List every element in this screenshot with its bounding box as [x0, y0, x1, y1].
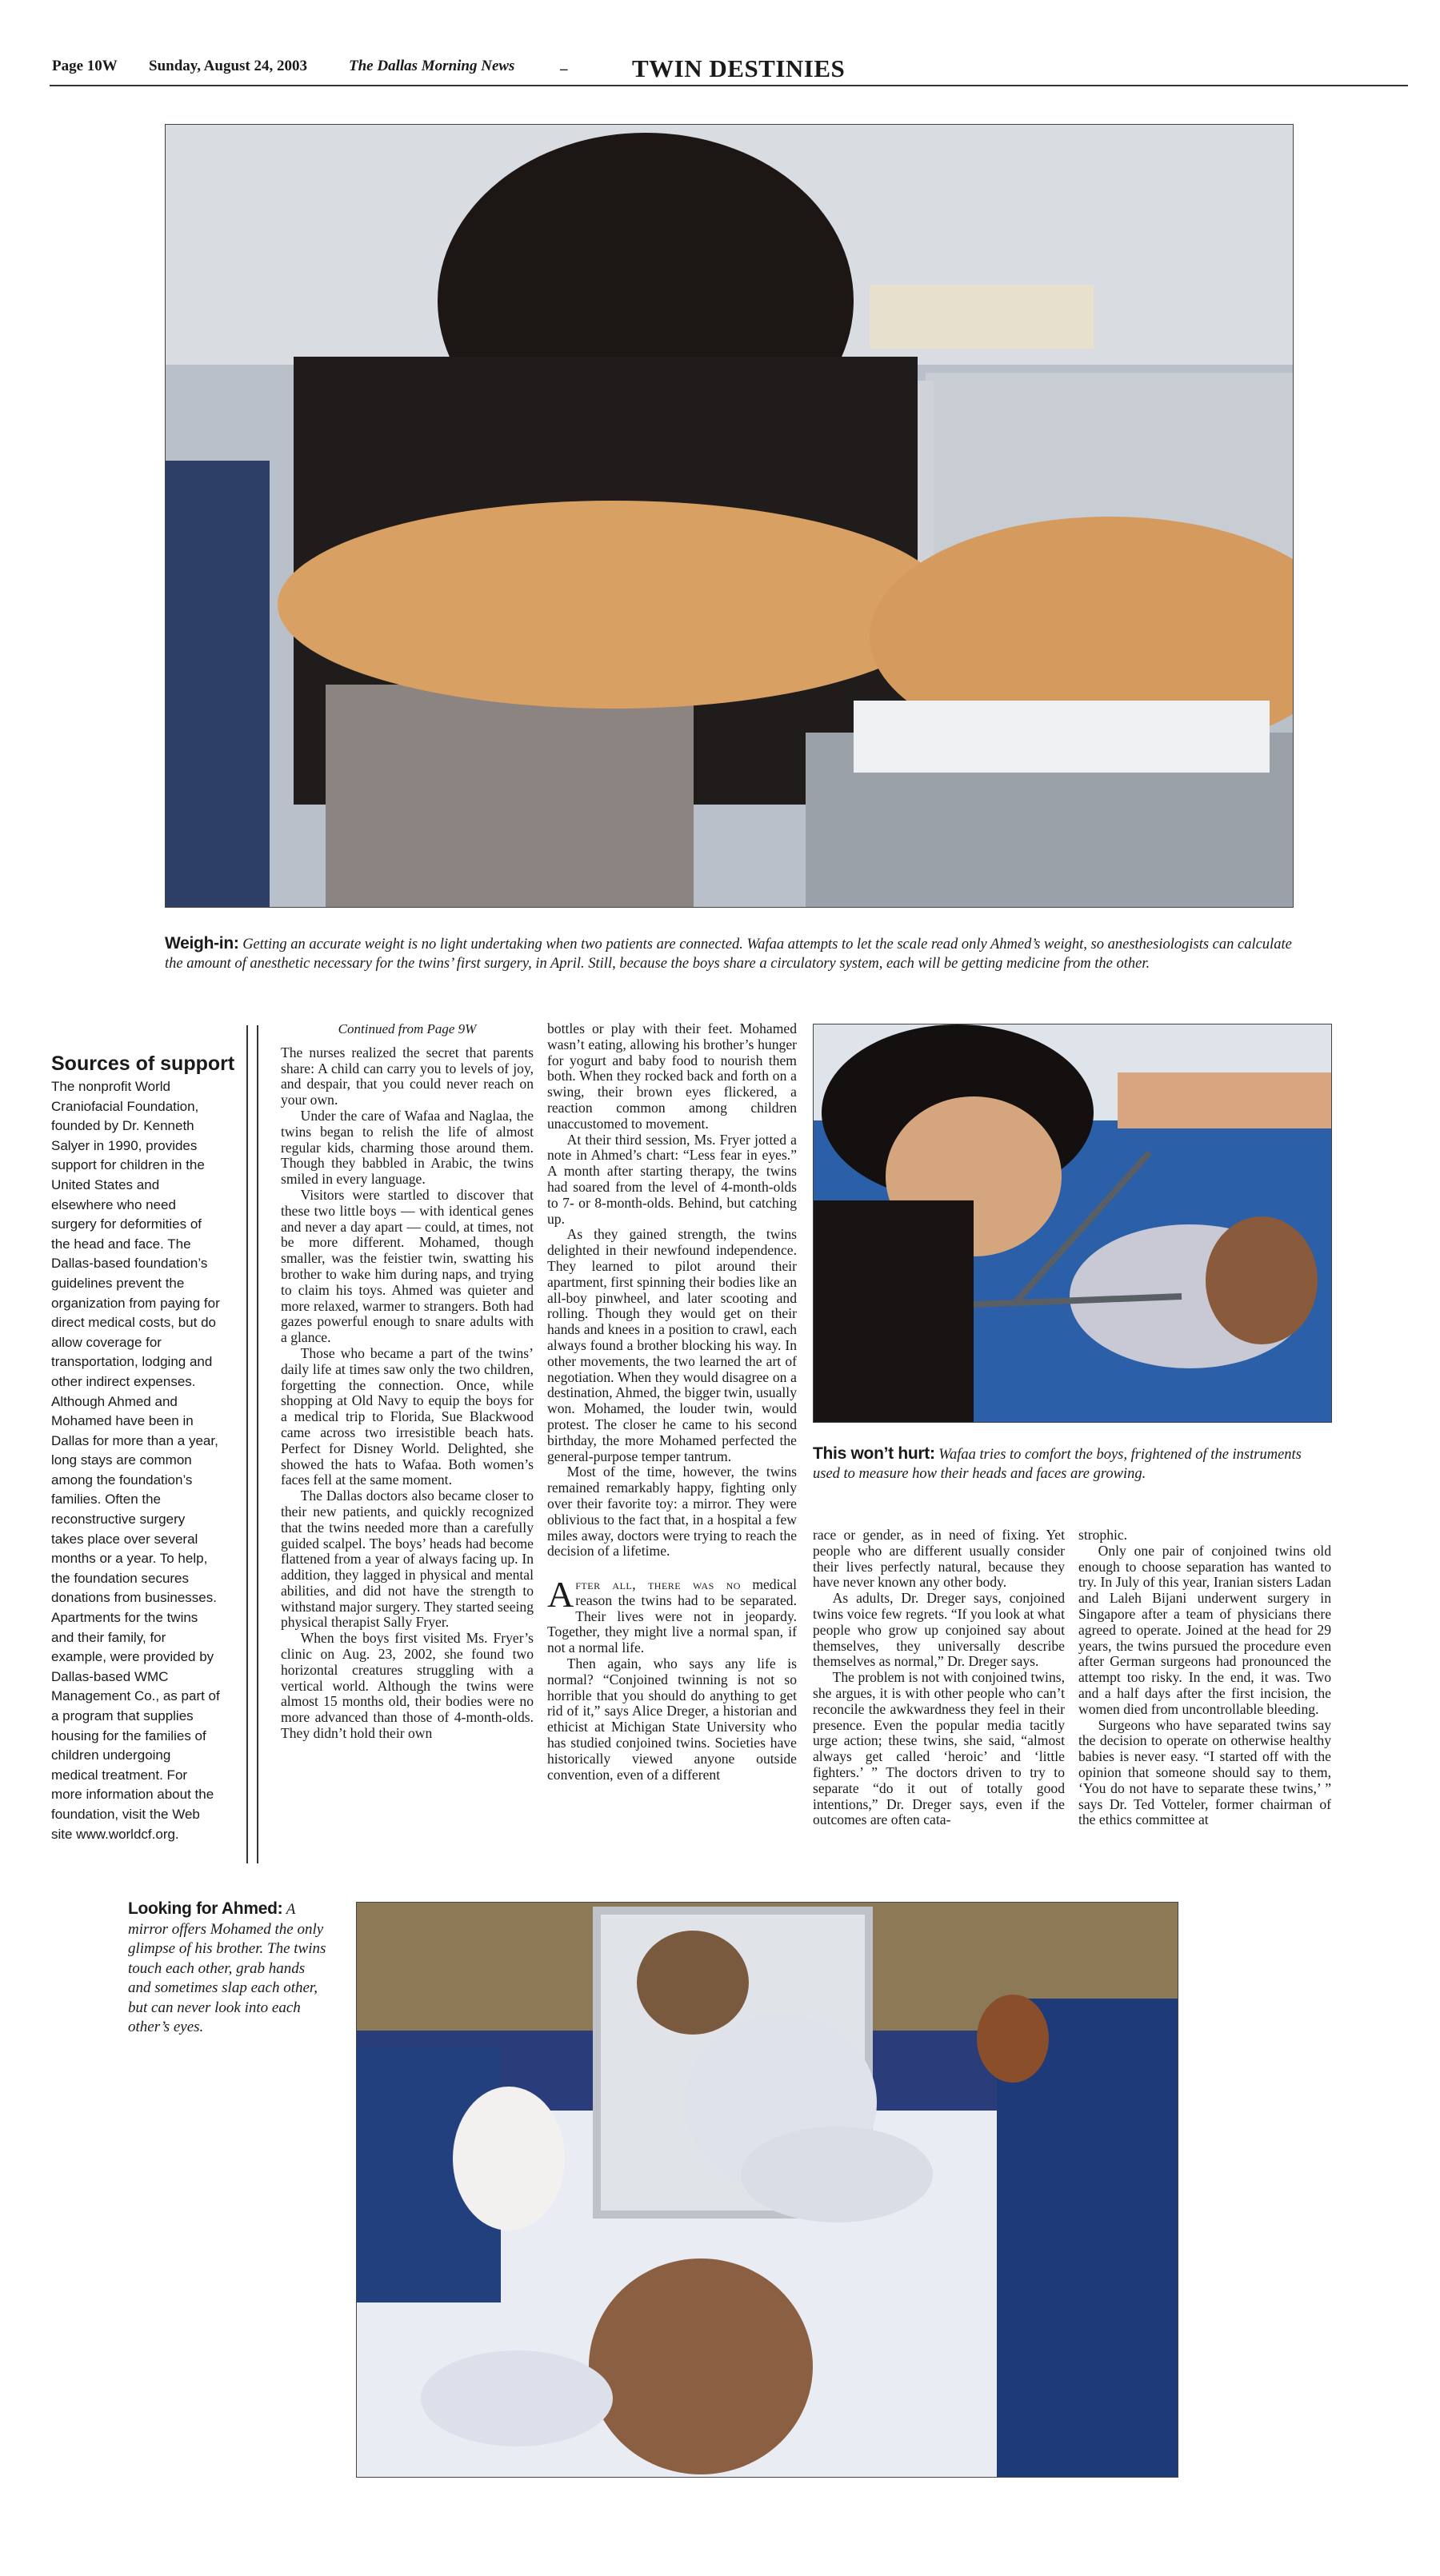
this-wont-hurt-caption [813, 1444, 1325, 1484]
caption-text: Wafaa tries to comfort the boys, frightened of the instruments used to measure how their heads and faces are growing. [813, 1447, 1302, 1482]
caption-kicker: This won’t hurt: [813, 1444, 935, 1463]
paragraph: Then again, who says any life is normal? “Conjoined twinning is not so horrible that you should do anything to get rid of it,” says Alice Dreger, a historian and ethicist at Michigan State University who has studied conjoined twins. Societies have historically viewed anyone outside convention, even of a different [547, 1655, 797, 1783]
page-number: Page 10W [52, 58, 118, 74]
caption-text: Getting an accurate weight is no light undertaking when two patients are connected. Wafaa attempts to let the scale read only Ahmed’s weight, so anesthesiologists can calculate the amount of anesthetic necessary for the twins’ first surgery, in April. Still, because the boys share a circulatory system, each will be getting medicine from the other. [165, 937, 1292, 972]
paragraph: The nurses realized the secret that parents share: A child can carry you to levels of joy, and despair, that you could never reach on your own. [281, 1044, 534, 1108]
drop-cap: A [547, 1574, 574, 1615]
column-rule-left [246, 1025, 248, 1863]
article-column-4 [1078, 1528, 1331, 1828]
column-rule-left-inner [257, 1025, 258, 1863]
issue-date: Sunday, August 24, 2003 [149, 58, 307, 74]
small-caps-lead: fter all, there was no [575, 1576, 741, 1593]
paragraph: Only one pair of conjoined twins old enough to choose separation has wanted to try. In July of this year, Iranian sisters Ladan and Laleh Bijani underwent surgery in Singapore after a team of physicians there agreed to operate. Joined at the head for 29 years, the twins pursued the procedure even after German surgeons had pronounced the attempt too risky. In the end, it was. Two and a half days after the first incision, the women died from uncontrollable bleeding. [1078, 1542, 1331, 1717]
paragraph: Under the care of Wafaa and Naglaa, the twins began to relish the life of almost regular kids, charming those around them. Though they babbled in Arabic, the twins smiled in every language. [281, 1107, 534, 1188]
article-column-3 [813, 1528, 1065, 1828]
paragraph: bottles or play with their feet. Mohamed wasn’t eating, allowing his brother’s hunger for yogurt and baby food to nourish them both. When they rocked back and forth on a swing, their brown eyes flickered, a reaction common among children unaccustomed to movement. [547, 1020, 797, 1132]
paragraph: As they gained strength, the twins delighted in their newfound independence. They learned to pilot around their apartment, first spinning their bodies like an all-boy pinwheel, and later scooting and rolling. Though they would get on their hands and knees in a position to crawl, each always found a brother blocking his way. In other movements, the two learned the art of negotiation. When they would disagree on a destination, Ahmed, the bigger twin, usually won. Mohamed, the louder twin, would protest. The closer he came to his second birthday, the more Mohamed perfected the general-purpose temper tantrum. [547, 1226, 797, 1464]
section-title: TWIN DESTINIES [632, 54, 846, 82]
drop-cap-paragraph [547, 1574, 797, 1656]
paragraph: As adults, Dr. Dreger says, conjoined twins voice few regrets. “If you look at what people who grow up conjoined say about themselves, they universally describe themselves as normal,” Dr. Dreger says. [813, 1590, 1065, 1670]
lead-rest: medical reason the twins had to be separated. Their lives were not in jeopardy. Together, they might live a normal span, if not a normal life. [547, 1576, 797, 1656]
photo-this-wont-hurt-icon [814, 1024, 1331, 1422]
paragraph: Visitors were startled to discover that these two little boys — with identical genes and never a day apart — could, at times, not be more different. Mohamed, though smaller, was the feistier twin, swatting his brother to wake him during naps, and trying to claim his toys. Ahmed was quieter and more relaxed, warmer to strangers. Both had gazes powerful enough to snare adults with a glance. [281, 1186, 534, 1346]
caption-text: A mirror offers Mohamed the only glimpse of his brother. The twins touch each other, grab hands and sometimes slap each other, but can never look into each other’s eyes. [128, 1901, 326, 2035]
weigh-in-caption [165, 934, 1293, 973]
weigh-in-photo [165, 124, 1294, 908]
newspaper-name: The Dallas Morning News [349, 58, 515, 74]
this-wont-hurt-photo [813, 1024, 1332, 1423]
paragraph: The problem is not with conjoined twins, she argues, it is with other people who can’t reconcile the awkwardness they feel in their presence. Even the popular media tacitly urge action; these twins, she said, “almost always get called ‘heroic’ and ‘little fighters.’ ” The doctors driven to try to separate “do it out of totally good intentions,” Dr. Dreger says, even if the outcomes are often cata- [813, 1669, 1065, 1828]
header-dash: – [560, 61, 568, 78]
sidebar-title: Sources of support [51, 1052, 235, 1075]
caption-kicker: Looking for Ahmed: [128, 1899, 283, 1918]
photo-weigh-in-icon [166, 125, 1293, 907]
paragraph: Surgeons who have separated twins say the decision to operate on otherwise healthy babies is never easy. “I started off with the opinion that someone should say to them, ‘You do not have to separate these twins,’ ” says Dr. Ted Votteler, former chairman of the ethics committee at [1078, 1716, 1331, 1828]
paragraph: strophic. [1078, 1527, 1128, 1543]
photo-looking-for-ahmed-icon [357, 1903, 1178, 2477]
looking-for-ahmed-caption [128, 1899, 330, 2038]
header-rule [50, 85, 1408, 86]
paragraph: race or gender, as in need of fixing. Yet people who are different usually consider their lives perfectly natural, because they have never known any other body. [813, 1527, 1065, 1591]
article-column-2 [547, 1021, 797, 1783]
paragraph: The Dallas doctors also became closer to their new patients, and quickly recognized that the twins needed more than a carefully guided scalpel. The boys’ heads had become flattened from a year of always facing up. In addition, they lagged in physical and mental abilities, and did not have the strength to withstand major surgery. They started seeing physical therapist Sally Fryer. [281, 1488, 534, 1631]
article-column-1 [281, 1021, 534, 1742]
continued-line: Continued from Page 9W [338, 1021, 477, 1036]
caption-kicker: Weigh-in: [165, 934, 239, 953]
looking-for-ahmed-photo [356, 1902, 1178, 2478]
sidebar-body: The nonprofit World Craniofacial Foundation, founded by Dr. Kenneth Salyer in 1990, provides support for children in the United States and elsewhere who need surgery for deformities of the head and face. The Dallas-based foundation’s guidelines prevent the organization from paying for direct medical costs, but do allow coverage for transportation, lodging and other indirect expenses. Although Ahmed and Mohamed have been in Dallas for more than a year, long stays are common among the foundation’s families. Often the reconstructive surgery takes place over several months or a year. To help, the foundation secures donations from businesses. Apartments for the twins and their family, for example, were provided by Dallas-based WMC Management Co., as part of a program that supplies housing for the families of children undergoing medical treatment. For more information about the foundation, visit the Web site www.worldcf.org. [51, 1079, 220, 1842]
paragraph: Those who became a part of the twins’ daily life at times saw only the two children, forgetting the connection. Once, while shopping at Old Navy to equip the boys for a medical trip to Florida, Sue Blackwood came across two irresistible beach hats. Perfect for Disney World. Delighted, she showed the hats to Wafaa. Both women’s faces fell at the same moment. [281, 1344, 534, 1488]
paragraph: Most of the time, however, the twins remained remarkably happy, fighting only over their favorite toy: a mirror. They were oblivious to the fact that, in a hospital a few miles away, doctors were trying to reach the decision of a lifetime. [547, 1464, 797, 1560]
paragraph: When the boys first visited Ms. Fryer’s clinic on Aug. 23, 2002, she found two horizontal creatures struggling with a vertical world. Although the twins were almost 15 months old, their bodies were no more advanced than those of 4-month-olds. They didn’t hold their own [281, 1630, 534, 1742]
paragraph: At their third session, Ms. Fryer jotted a note in Ahmed’s chart: “Less fear in eyes.” A month after starting therapy, the twins had soared from the level of 4-month-olds to 7- or 8-month-olds. Behind, but catching up. [547, 1131, 797, 1227]
